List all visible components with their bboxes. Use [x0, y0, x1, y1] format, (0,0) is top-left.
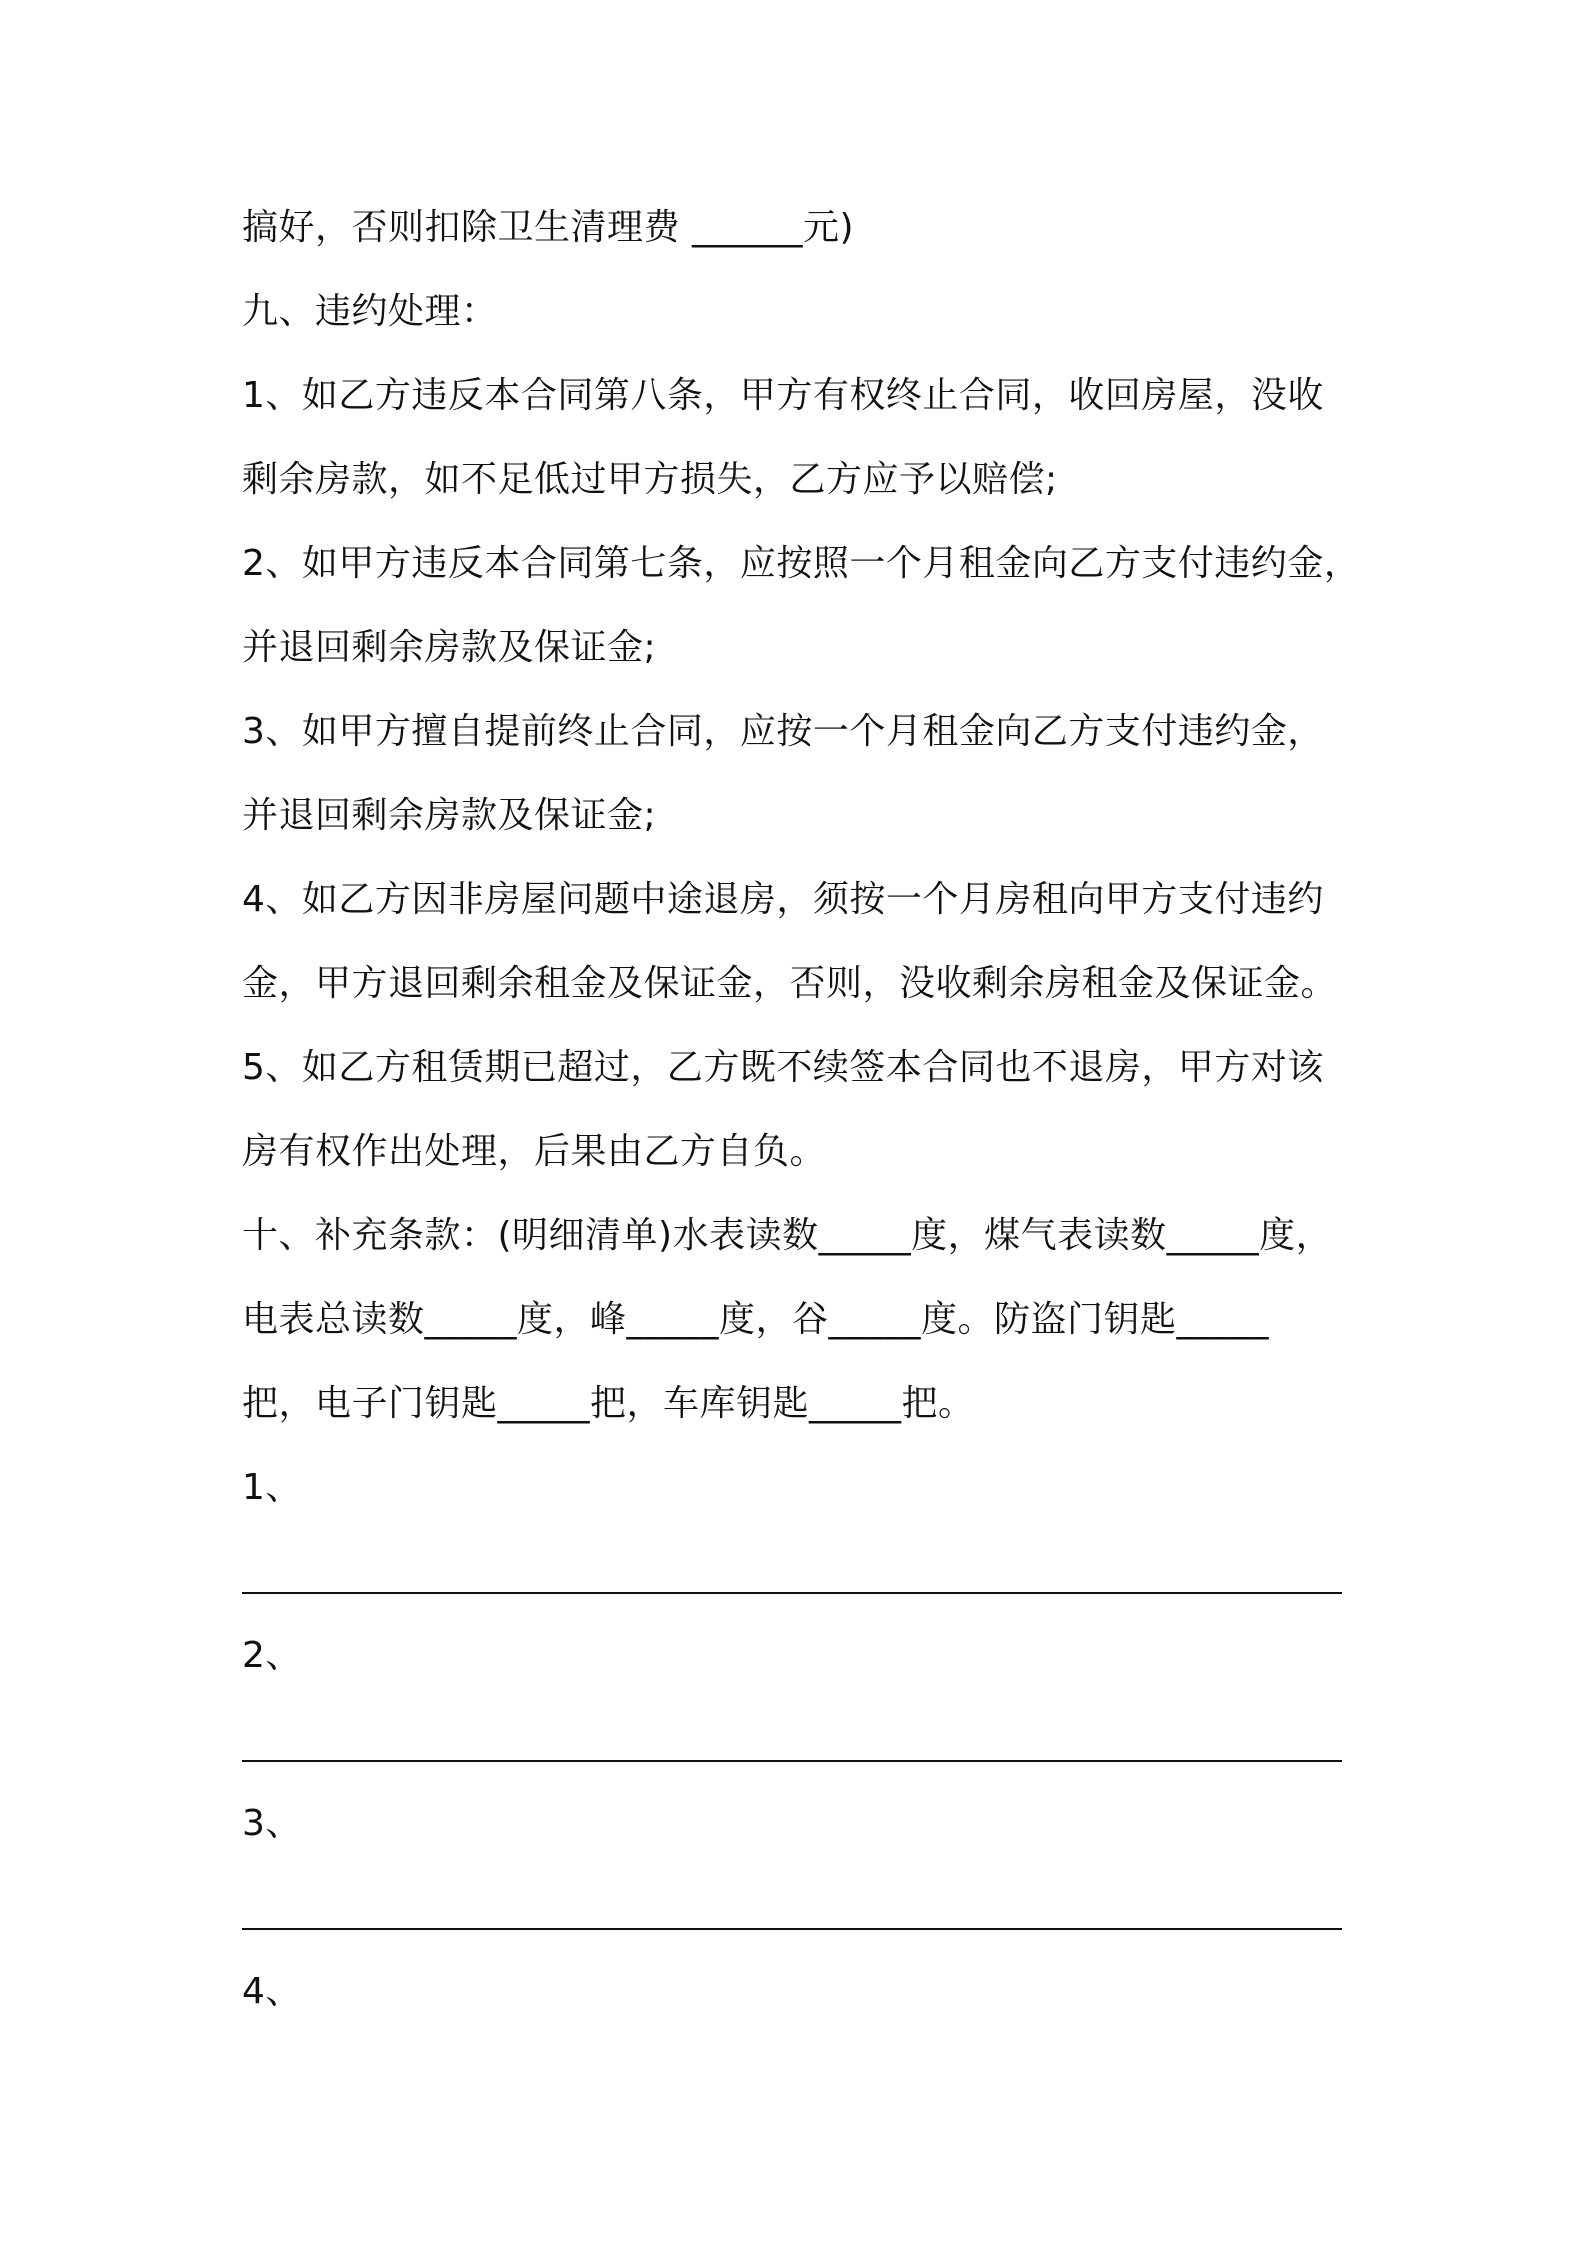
text-line: 并退回剩余房款及保证金; — [242, 795, 657, 836]
text-line: 并退回剩余房款及保证金; — [242, 627, 657, 668]
text-line: 剩余房款，如不足低过甲方损失，乙方应予以赔偿; — [242, 459, 1058, 500]
section-heading-supplementary: 十、补充条款：(明细清单)水表读数_____度，煤气表读数_____度， — [242, 1215, 1333, 1256]
section-heading-breach: 九、违约处理： — [242, 291, 498, 332]
text-line: 5、如乙方租赁期已超过，乙方既不续签本合同也不退房，甲方对该 — [242, 1047, 1324, 1088]
fill-in-line — [242, 1592, 1342, 1594]
text-line: 4、如乙方因非房屋问题中途退房，须按一个月房租向甲方支付违约 — [242, 879, 1324, 920]
text-line: 2、如甲方违反本合同第七条，应按照一个月租金向乙方支付违约金， — [242, 543, 1361, 584]
supplementary-item-label: 2、 — [242, 1635, 302, 1676]
supplementary-item-label: 4、 — [242, 1971, 302, 2012]
supplementary-item-label: 3、 — [242, 1803, 302, 1844]
text-line: 金，甲方退回剩余租金及保证金，否则，没收剩余房租金及保证金。 — [242, 963, 1338, 1004]
text-line: 把，电子门钥匙_____把，车库钥匙_____把。 — [242, 1383, 975, 1424]
fill-in-line — [242, 1760, 1342, 1762]
text-line: 电表总读数_____度，峰_____度，谷_____度。防盗门钥匙_____ — [242, 1299, 1270, 1340]
supplementary-item-label: 1、 — [242, 1467, 302, 1508]
text-line: 房有权作出处理，后果由乙方自负。 — [242, 1131, 827, 1172]
text-line: 1、如乙方违反本合同第八条，甲方有权终止合同，收回房屋，没收 — [242, 375, 1324, 416]
text-line: 3、如甲方擅自提前终止合同，应按一个月租金向乙方支付违约金， — [242, 711, 1324, 752]
text-line: 搞好，否则扣除卫生清理费 ______元) — [242, 207, 854, 248]
fill-in-line — [242, 1928, 1342, 1930]
